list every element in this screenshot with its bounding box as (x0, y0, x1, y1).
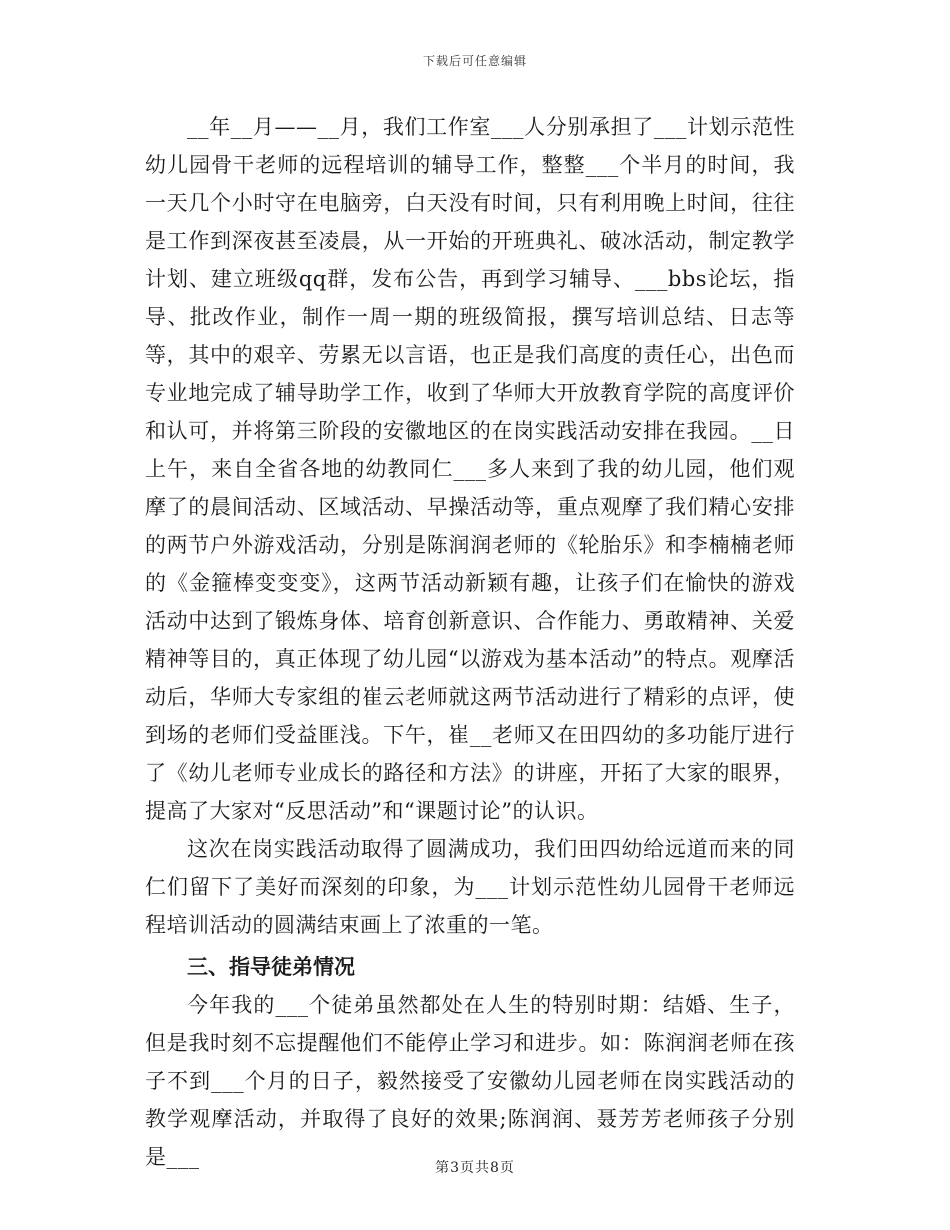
section-paragraph: 今年我的___个徒弟虽然都处在人生的特别时期：结婚、生子，但是我时刻不忘提醒他们不能停止学习和进步。如：陈润润老师在孩子不到___个月的日子，毅然接受了安徽幼儿园老师在岗实践活动的教学观摩活动，并取得了良好的效果;陈润润、聂芳芳老师孩子分别是___ (145, 993, 795, 1169)
section-heading: 三、指导徒弟情况 (187, 955, 355, 979)
page-footer-indicator: 第3页共8页 (435, 1160, 515, 1176)
page-header-note: 下载后可任意编辑 (422, 54, 527, 68)
body-paragraph: __年__月——__月，我们工作室___人分别承担了___计划示范性幼儿园骨干老师的远程培训的辅导工作，整整___个半月的时间，我一天几个小时守在电脑旁，白天没有时间，只有利用晚上时间，往往是工作到深夜甚至凌晨，从一开始的开班典礼、破冰活动，制定教学计划、建立班级qq群，发布公告，再到学习辅导、___bbs论坛，指导、批改作业，制作一周一期的班级简报，撰写培训总结、日志等等，其中的艰辛、劳累无以言语，也正是我们高度的责任心，出色而专业地完成了辅导助学工作，收到了华师大开放教育学院的高度评价和认可，并将第三阶段的安徽地区的在岗实践活动安排在我园。__日上午，来自全省各地的幼教同仁___多人来到了我的幼儿园，他们观摩了的晨间活动、区域活动、早操活动等，重点观摩了我们精心安排的两节户外游戏活动，分别是陈润润老师的《轮胎乐》和李楠楠老师的《金箍棒变变变》，这两节活动新颖有趣，让孩子们在愉快的游戏活动中达到了锻炼身体、培育创新意识、合作能力、勇敢精神、关爱精神等目的，真正体现了幼儿园“以游戏为基本活动”的特点。观摩活动后，华师大专家组的崔云老师就这两节活动进行了精彩的点评，使到场的老师们受益匪浅。下午，崔__老师又在田四幼的多功能厅进行了《幼儿老师专业成长的路径和方法》的讲座，开拓了大家的眼界，提高了大家对“反思活动”和“课题讨论”的认识。 (145, 115, 795, 823)
body-paragraph: 这次在岗实践活动取得了圆满成功，我们田四幼给远道而来的同仁们留下了美好而深刻的印象，为___计划示范性幼儿园骨干老师远程培训活动的圆满结束画上了浓重的一笔。 (145, 837, 795, 937)
document-body (145, 108, 795, 1176)
